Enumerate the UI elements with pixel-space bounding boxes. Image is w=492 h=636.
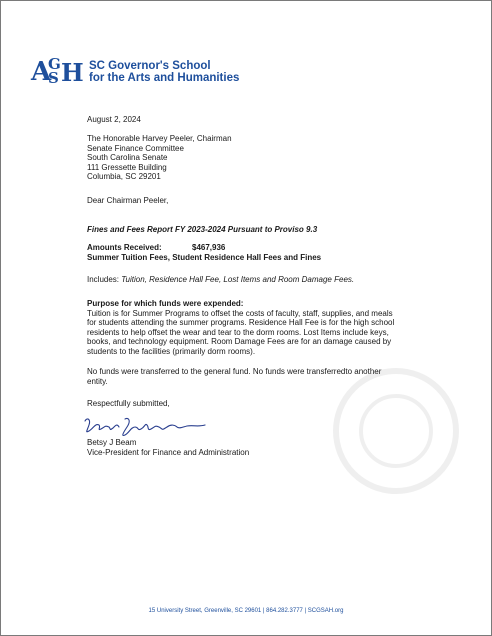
includes-line — [87, 275, 417, 285]
report-title: Fines and Fees Report FY 2023-2024 Pursuant to Proviso 9.3 — [87, 225, 318, 234]
org-name — [89, 60, 239, 84]
address-line: The Honorable Harvey Peeler, Chairman — [87, 134, 232, 143]
school-logo: A G S H — [31, 55, 84, 87]
transfer-line: entity. — [87, 376, 108, 386]
salutation: Dear Chairman Peeler, — [87, 196, 169, 205]
purpose-line: books, and technology equipment. Room Damage Fees are for an damage caused by — [87, 337, 392, 347]
letterhead — [31, 57, 239, 87]
signer-name: Betsy J Beam — [87, 438, 137, 447]
org-name-line2: for the Arts and Humanities — [89, 72, 240, 84]
purpose-line: Tuition is for Summer Programs to offset the costs of faculty, staff, supplies, and meals — [87, 308, 393, 318]
letter-date: August 2, 2024 — [87, 115, 141, 124]
address-line: Senate Finance Committee — [87, 143, 184, 153]
address-line: Columbia, SC 29201 — [87, 172, 161, 182]
transfer-line: No funds were transferred to the general fund. No funds were transferredto another — [87, 367, 382, 376]
footer-contact: 15 University Street, Greenville, SC 29601 | 864.282.3777 | SCGSAH.org — [148, 608, 344, 614]
recipient-address — [87, 134, 417, 182]
amounts-value: $467,936 — [192, 243, 226, 252]
amounts-description: Summer Tuition Fees, Student Residence Hall Fees and Fines — [87, 252, 322, 262]
org-name-line1: SC Governor's School — [89, 60, 211, 72]
amounts-received — [87, 243, 417, 262]
purpose-line: residents to help offset the wear and tear to the dorm rooms. Lost Items include keys, — [87, 327, 389, 337]
purpose-line: for students attending the summer programs. Residence Hall Fee is for the high school — [87, 318, 395, 328]
purpose-section — [87, 299, 417, 357]
address-line: South Carolina Senate — [87, 153, 168, 163]
includes-items: Tuition, Residence Hall Fee, Lost Items and Room Damage Fees. — [121, 275, 355, 284]
includes-label: Includes: — [87, 275, 120, 284]
purpose-line: students to the facilities (primarily dorm rooms). — [87, 346, 256, 356]
signer-title: Vice-President for Finance and Administration — [87, 447, 250, 457]
watermark-graphic — [301, 361, 471, 501]
closing: Respectfully submitted, — [87, 399, 170, 408]
address-line: 111 Gressette Building — [87, 162, 167, 172]
handwritten-signature — [81, 413, 211, 439]
purpose-heading: Purpose for which funds were expended: — [87, 299, 244, 308]
amounts-label: Amounts Received: — [87, 243, 162, 252]
